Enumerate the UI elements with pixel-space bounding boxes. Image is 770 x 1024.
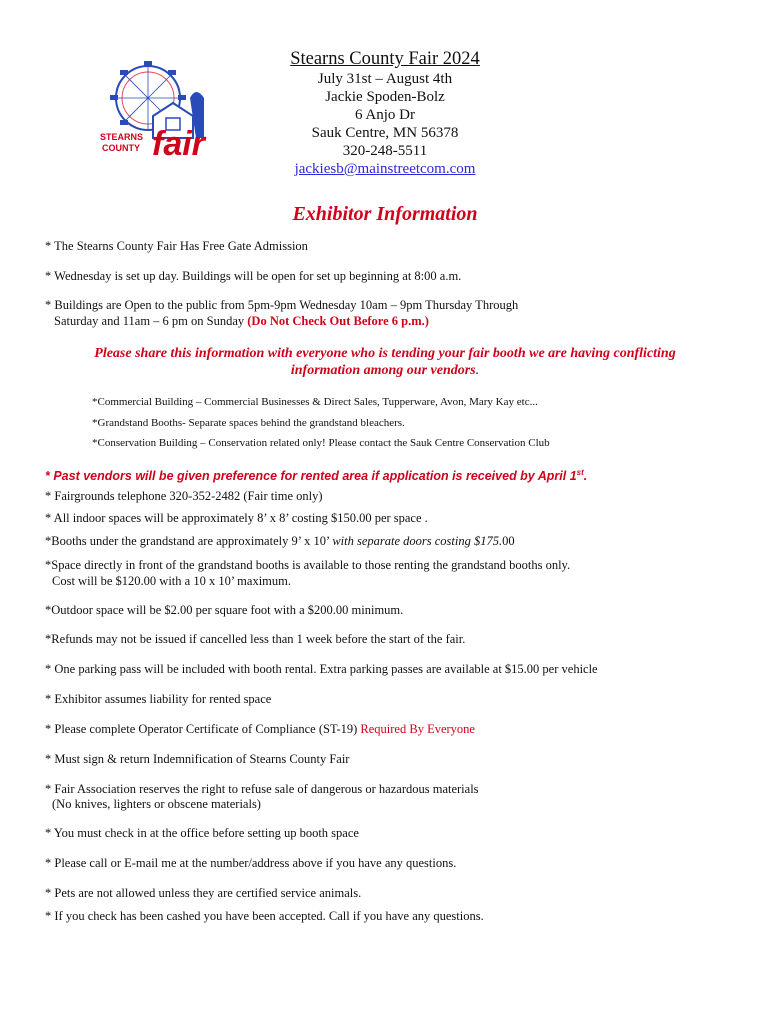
commercial-building-note: *Commercial Building – Commercial Businesses & Direct Sales, Tupperware, Avon, Mary Kay etc... [92,396,538,408]
questions-note: * Please call or E-mail me at the number/address above if you have any questions. [45,856,457,870]
liability-note: * Exhibitor assumes liability for rented space [45,692,272,706]
fair-title: Stearns County Fair 2024 [290,49,480,69]
past-vendors-note: * Past vendors will be given preference for rented area if application is received by April 1st. [45,468,588,484]
free-gate-note: * The Stearns County Fair Has Free Gate Admission [45,239,308,253]
outdoor-space-pricing: *Outdoor space will be $2.00 per square foot with a $200.00 minimum. [45,603,404,617]
exhibitor-heading: Exhibitor Information [292,203,478,225]
svg-text:STEARNS: STEARNS [100,132,144,142]
contact-email-link[interactable]: jackiesb@mainstreetcom.com [294,161,476,177]
svg-text:COUNTY: COUNTY [102,143,140,153]
address-line-2: Sauk Centre, MN 56378 [311,125,459,141]
hours-line-1: * Buildings are Open to the public from 5pm-9pm Wednesday 10am – 9pm Thursday Through [45,298,519,312]
indoor-space-pricing: * All indoor spaces will be approximately 8’ x 8’ costing $150.00 per space . [45,511,428,525]
refund-policy: *Refunds may not be issued if cancelled less than 1 week before the start of the fair. [45,632,466,646]
share-notice-line-1: Please share this information with everyone who is tending your fair booth we are having conflicting [94,346,676,361]
check-in-note: * You must check in at the office before setting up booth space [45,826,359,840]
pets-note: * Pets are not allowed unless they are certified service animals. [45,886,362,900]
check-cashed-note: * If you check has been cashed you have been accepted. Call if you have any questions. [45,909,484,923]
front-space-line-1: *Space directly in front of the grandstand booths is available to those renting the grandstand booths only. [45,558,571,572]
fair-dates: July 31st – August 4th [317,71,453,87]
hours-line-2: Saturday and 11am – 6 pm on Sunday (Do Not Check Out Before 6 p.m.) [54,314,429,328]
fairgrounds-telephone: * Fairgrounds telephone 320-352-2482 (Fair time only) [45,489,323,503]
address-line-1: 6 Anjo Dr [355,107,415,123]
grandstand-booths-note: *Grandstand Booths- Separate spaces behind the grandstand bleachers. [92,417,405,429]
refuse-sale-line-1: * Fair Association reserves the right to refuse sale of dangerous or hazardous materials [45,782,479,796]
front-space-line-2: Cost will be $120.00 with a 10 x 10’ maximum. [52,574,291,588]
indemnification-note: * Must sign & return Indemnification of Stearns County Fair [45,752,350,766]
setup-note: * Wednesday is set up day. Buildings will be open for set up beginning at 8:00 a.m. [45,269,462,283]
parking-pass-note: * One parking pass will be included with booth rental. Extra parking passes are available at $15.00 per vehicle [45,662,598,676]
grandstand-booth-pricing: *Booths under the grandstand are approximately 9’ x 10’ with separate doors costing $175.00 [45,534,515,548]
conservation-building-note: *Conservation Building – Conservation related only! Please contact the Sauk Centre Conservation Club [92,437,550,449]
st19-note: * Please complete Operator Certificate of Compliance (ST-19) Required By Everyone [45,722,475,736]
share-notice-line-2: information among our vendors. [290,363,480,378]
refuse-sale-line-2: (No knives, lighters or obscene materials) [52,797,261,811]
svg-text:fair: fair [152,125,205,163]
contact-phone: 320-248-5511 [342,143,428,159]
contact-name: Jackie Spoden-Bolz [325,89,445,105]
